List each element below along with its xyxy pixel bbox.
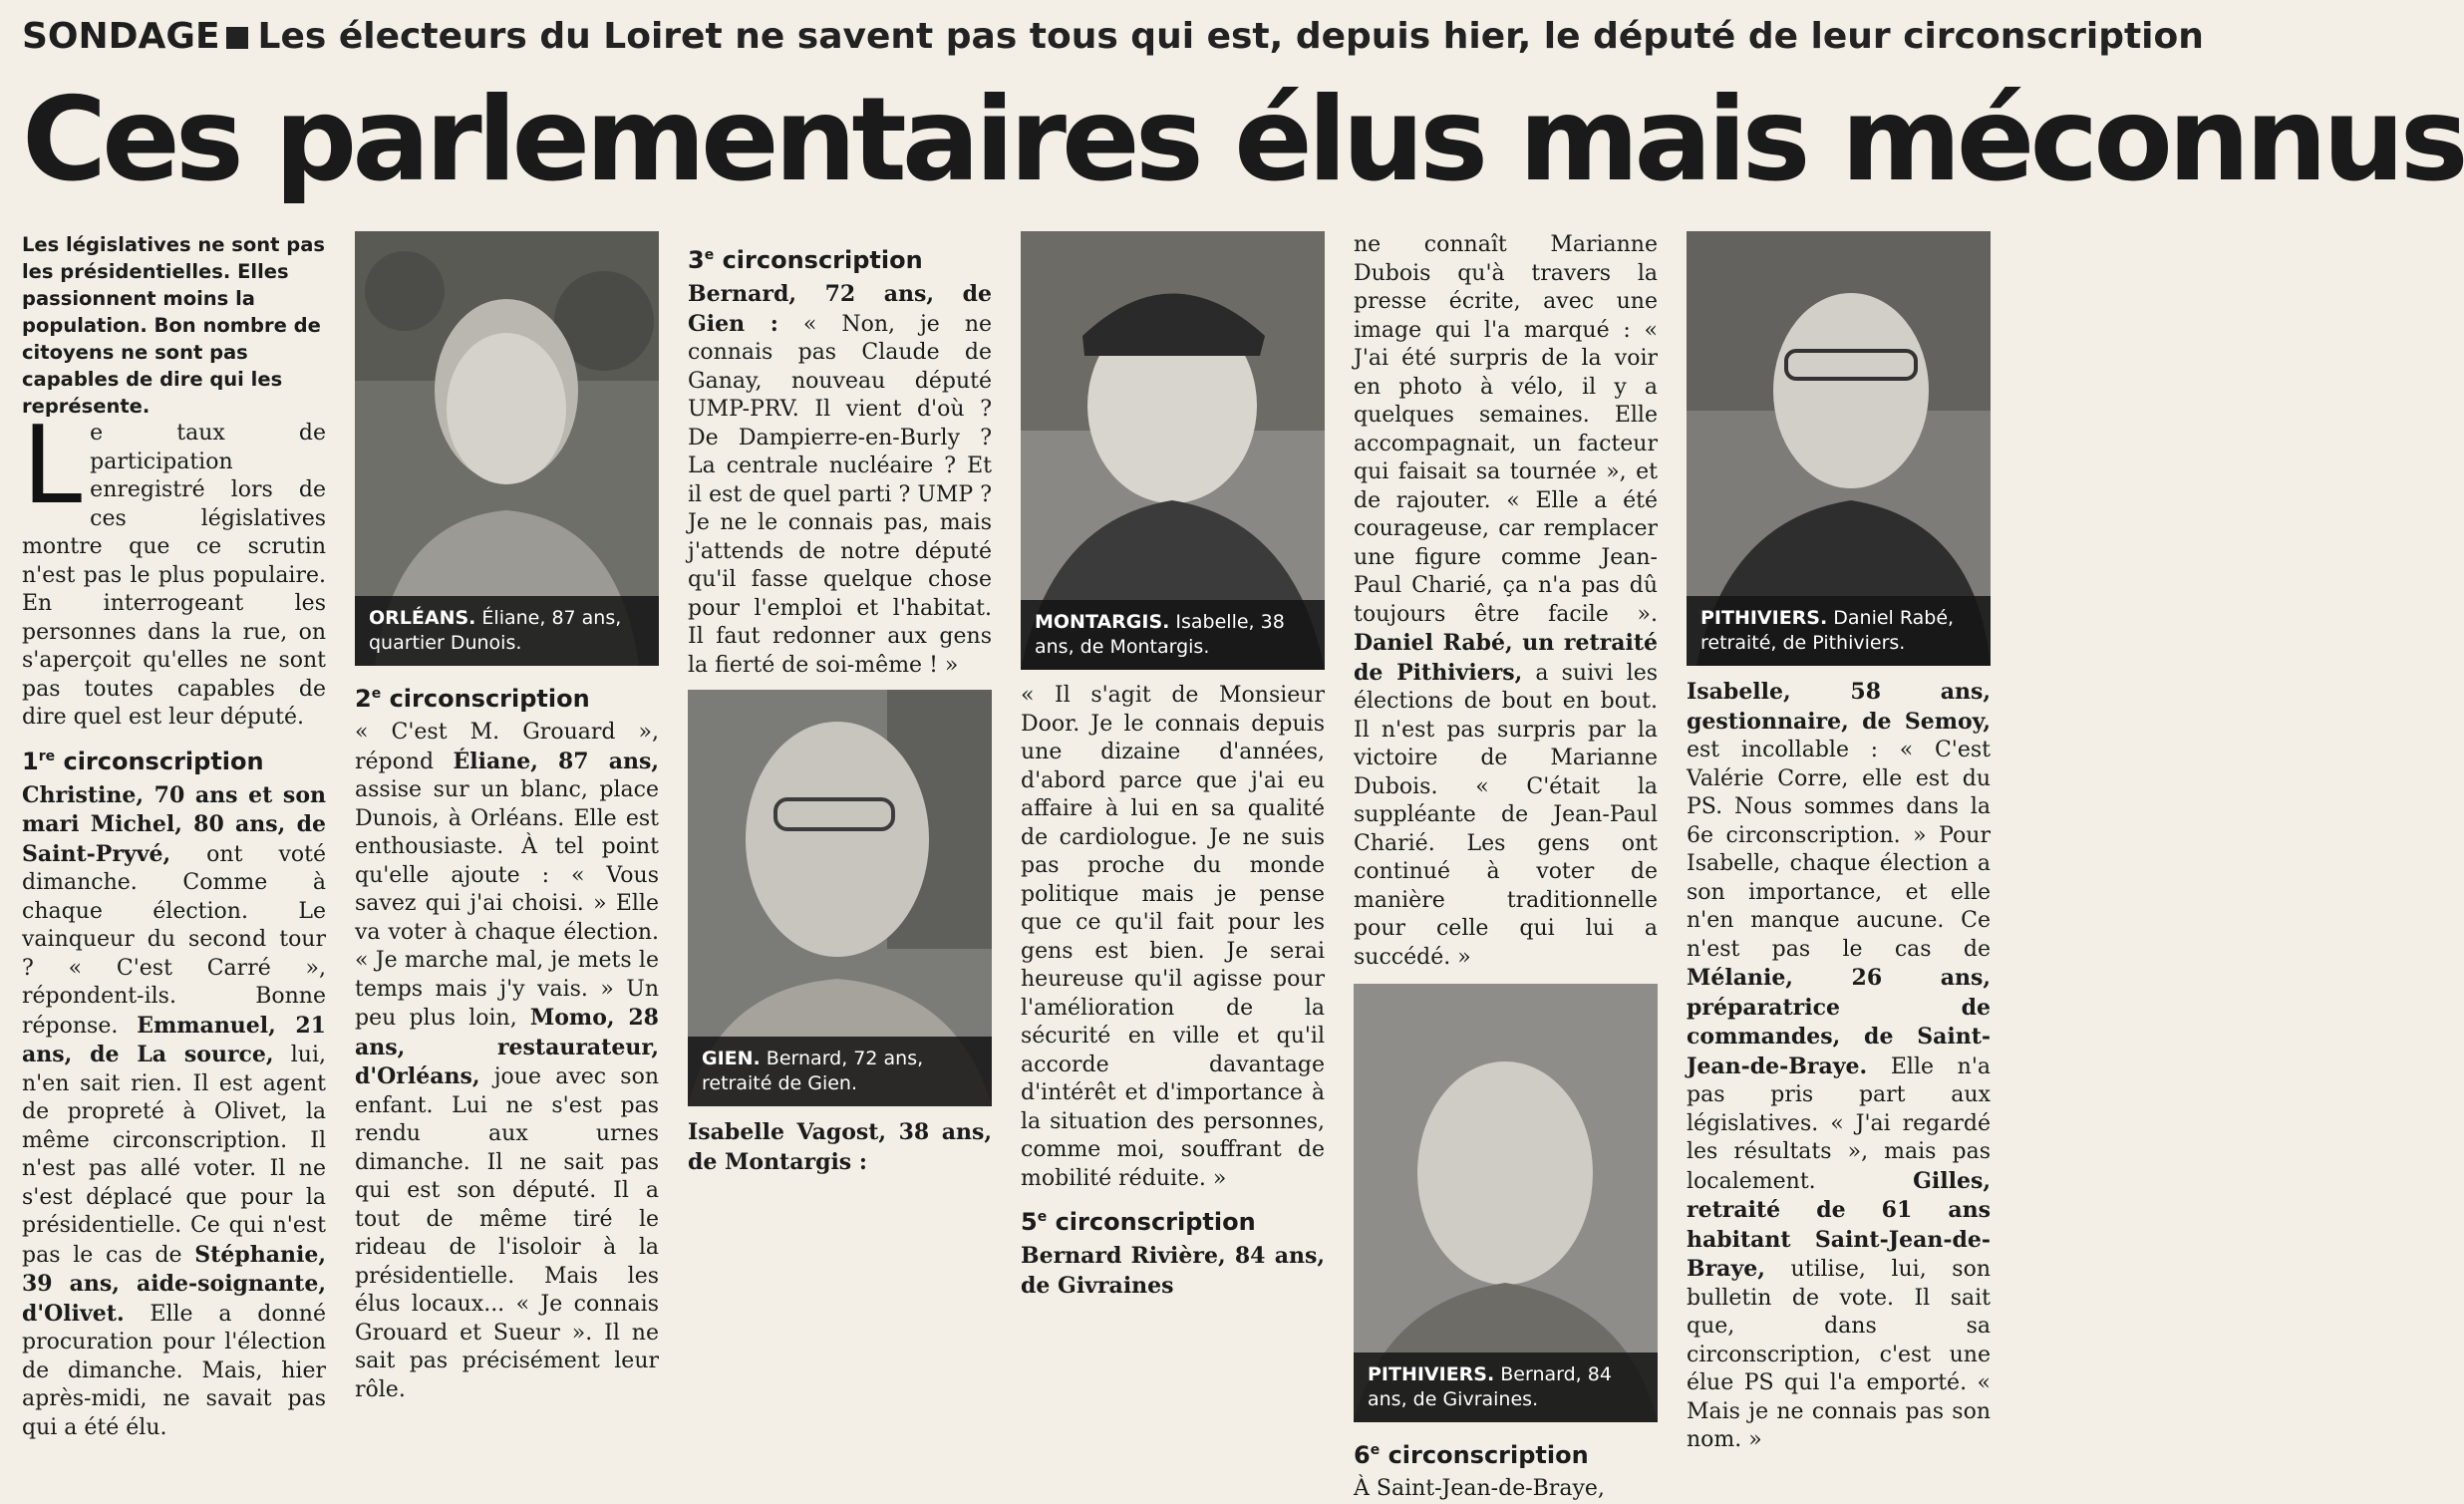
photo-caption: MONTARGIS. Isabelle, 38 ans, de Montargis. [1021, 600, 1325, 670]
section-body-6: Isabelle, 58 ans, gestionnaire, de Semoy, est incollable : « C'est Valérie Corre, elle est du PS. Nous sommes dans la 6e circonscription. » Pour Isabelle, chaque élection a son importance, et elle n'en manque aucune. Ce n'est pas le cas de Mélanie, 26 ans, préparatrice de commandes, de Saint-Jean-de-Braye. Elle n'a pas pris part aux législatives. « J'ai regardé les résultats », mais pas localement. Gilles, retraité de 61 ans habitant Saint-Jean-de-Braye, utilise, lui, son bulletin de vote. Il sait que, dans sa circonscription, c'est une élue PS qui l'a emporté. « Mais je ne connais pas son nom. » [1687, 679, 1991, 1452]
photo-caption: GIEN. Bernard, 72 ans, retraité de Gien. [688, 1037, 992, 1106]
article-kicker-line [22, 16, 2204, 68]
photo-montargis [1021, 231, 1325, 670]
section-body-5: ne connaît Marianne Dubois qu'à travers la presse écrite, avec une image qui l'a marqué : « J'ai été surpris de la voir en photo à vélo, il y a quelques semaines. Elle accompagnait, un facteur qui faisait sa tournée », et de rajouter. « Elle a été courageuse, car remplacer une figure comme Jean-Paul Charié, ça n'a pas dû toujours être facile ». Daniel Rabé, un retraité de Pithiviers, a suivi les élections de bout en bout. Il n'est pas surpris par la victoire de Marianne Dubois. « C'était la suppléante de Jean-Paul Charié. Les gens ont continué à voter de manière traditionnelle pour celle qui lui a succédé. » [1354, 232, 1658, 970]
drop-cap: L [22, 404, 83, 528]
photo-gien [688, 690, 992, 1106]
intro-text: e taux de participation enregistré lors de ces législatives montre que ce scrutin n'est pas le plus populaire. En interrogeant les personnes dans la rue, on s'aperçoit qu'elles ne sont pas toutes capables de dire quel est leur député. [22, 421, 326, 730]
section-body-2: « C'est M. Grouard », répond Éliane, 87 ans, assise sur un blanc, place Dunois, à Orléans. Elle est enthousiaste. À tel point qu'elle ajoute : « Vous savez qui j'ai choisi. » Elle va voter à chaque élection. « Je marche mal, je mets le temps mais j'y vais. » Un peu plus loin, Momo, 28 ans, restaurateur, d'Orléans, joue avec son enfant. Lui ne s'est pas rendu aux urnes dimanche. Il ne sait pas qui est son député. Il a tout de même tiré le rideau de l'isoloir à la présidentielle. Mais les élus locaux... « Je connais Grouard et Sueur ». Il ne sait pas précisément leur rôle. [355, 720, 659, 1402]
square-bullet-icon [226, 27, 248, 49]
section-heading-2: 2e circonscription [355, 685, 590, 713]
photo-pithiviers-bernard [1354, 984, 1658, 1422]
photo-orleans [355, 231, 659, 666]
section-heading-3: 3e circonscription [688, 246, 923, 274]
text-column-5 [1354, 231, 1658, 1501]
article-subtitle: Les électeurs du Loiret ne savent pas tous qui est, depuis hier, le député de leur circonscription [257, 16, 2204, 57]
article-headline: Ces parlementaires élus mais méconnus [22, 73, 2464, 207]
photo-caption: PITHIVIERS. Bernard, 84 ans, de Givraines. [1354, 1353, 1658, 1422]
photo-caption: ORLÉANS. Éliane, 87 ans, quartier Dunois. [355, 596, 659, 666]
section-heading-1: 1re circonscription [22, 747, 264, 775]
section-body-3: Bernard, 72 ans, de Gien : « Non, je ne connais pas Claude de Ganay, nouveau député UMP-PRV. Il vient d'où ? De Dampierre-en-Burly ? La centrale nucléaire ? Et il est de quel parti ? UMP ? Je ne le connais pas, mais j'attends de notre député qu'il fasse quelque chose pour l'emploi et l'habitat. Il faut redonner aux gens la fierté de soi-même ! » [688, 281, 993, 678]
section-heading-6: 6e circonscription [1354, 1441, 1589, 1469]
section-body-5-start: Bernard Rivière, 84 ans, de Givraines [1021, 1243, 1325, 1299]
text-column-1 [22, 231, 326, 1440]
text-column-6 [1687, 231, 1991, 1452]
text-column-3 [688, 231, 992, 1382]
photo-caption: PITHIVIERS. Daniel Rabé, retraité, de Pithiviers. [1687, 596, 1991, 666]
intro-paragraph [22, 404, 326, 733]
text-column-2 [355, 231, 659, 1402]
section-body-4: « Il s'agit de Monsieur Door. Je le connais depuis une dizaine d'années, d'abord parce que j'ai eu affaire à lui en sa qualité de cardiologue. Je ne suis pas proche du monde politique mais je pense que ce qu'il fait pour les gens est bien. Je serai heureuse qu'il agisse pour l'amélioration de la sécurité en ville et qu'il accorde davantage d'intérêt et d'importance à la situation des personnes, comme moi, souffrant de mobilité réduite. » [1021, 683, 1325, 1191]
section-body-6-start: À Saint-Jean-de-Braye, [1354, 1476, 1605, 1501]
photo-pithiviers-daniel [1687, 231, 1991, 666]
section-kicker: SONDAGE [22, 16, 220, 57]
article-lede: Les législatives ne sont pas les présidentielles. Elles passionnent moins la population. Bon nombre de citoyens ne sont pas capables de dire qui les représente. [22, 233, 326, 418]
text-column-4 [1021, 231, 1325, 1382]
section-heading-5: 5e circonscription [1021, 1208, 1256, 1236]
section-body-4-start: Isabelle Vagost, 38 ans, de Montargis : [688, 1119, 992, 1175]
section-body-1: Christine, 70 ans et son mari Michel, 80 ans, de Saint-Pryvé, ont voté dimanche. Comme à chaque élection. Le vainqueur du second tour ? « C'est Carré », répondent-ils. Bonne réponse. Emmanuel, 21 ans, de La source, lui, n'en sait rien. Il est agent de propreté à Olivet, la même circonscription. Il n'est pas allé voter. Il ne s'est déplacé que pour la présidentielle. Ce qui n'est pas le cas de Stéphanie, 39 ans, aide-soignante, d'Olivet. Elle a donné procuration pour l'élection de dimanche. Mais, hier après-midi, ne savait pas qui a été élu. [22, 781, 326, 1440]
